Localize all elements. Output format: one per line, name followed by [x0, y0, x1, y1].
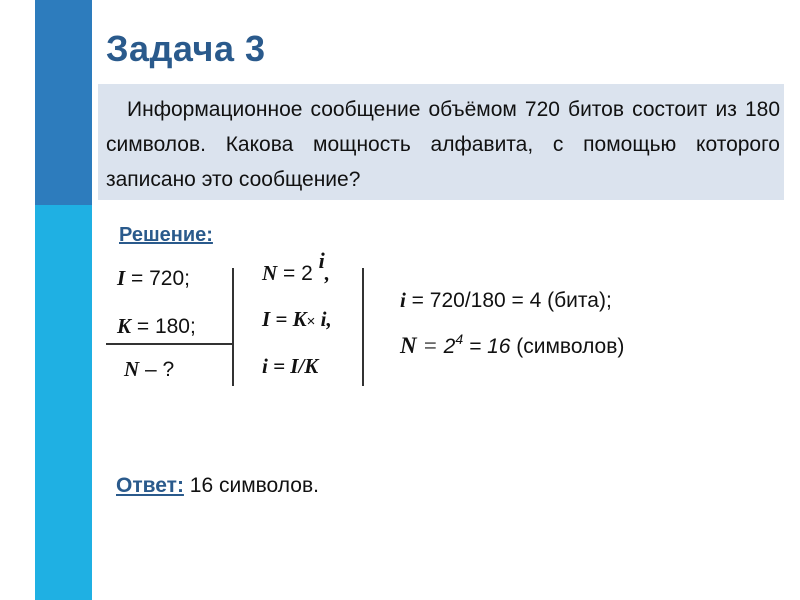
result-2-val: = 16 [463, 335, 511, 358]
problem-box [98, 84, 784, 200]
divider-right [362, 268, 364, 386]
given-n-var: N [124, 357, 140, 381]
slide-title: Задача 3 [106, 28, 266, 69]
given-i [117, 266, 190, 291]
result-2-var: N [400, 333, 417, 358]
given-i-var: I [117, 266, 126, 290]
formula-2-times: × [306, 313, 316, 330]
given-k-var: K [117, 314, 132, 338]
given-k-val: = 180; [131, 315, 196, 338]
formula-1-var: N [262, 261, 278, 285]
given-n [124, 357, 174, 382]
sidebar-accent-light [35, 205, 92, 600]
given-divider [106, 343, 232, 345]
result-1-text: = 720/180 = 4 (бита); [405, 289, 612, 312]
formula-2-end: i, [315, 307, 332, 331]
formula-1-mid: = 2 [277, 262, 319, 285]
result-2-exp: 4 [455, 331, 464, 347]
formula-3-main: i = I/K [262, 354, 319, 378]
formula-1-exp: i [318, 248, 325, 273]
answer-text: 16 символов. [183, 474, 319, 497]
divider-left [232, 268, 234, 386]
answer-label: Ответ: [116, 474, 184, 497]
result-1-var: i [400, 288, 406, 312]
result-2 [400, 333, 624, 359]
given-i-val: = 720; [125, 267, 190, 290]
answer-line [116, 474, 319, 498]
formula-1-end: , [324, 261, 330, 285]
solution-label: Решение: [119, 224, 213, 246]
problem-text: Информационное сообщение объёмом 720 битов состоит из 180 символов. Какова мощность алфавита, с помощью которого записано это сообщение? [106, 98, 780, 191]
given-n-val: – ? [139, 358, 175, 381]
formula-2-main: I = K [262, 307, 307, 331]
sidebar-accent-dark [35, 0, 92, 205]
given-k [117, 314, 196, 339]
result-2-unit: (символов) [510, 335, 625, 358]
result-1 [400, 288, 612, 313]
result-2-base: 2 [443, 335, 456, 358]
formula-1 [262, 248, 330, 286]
result-2-eq: = [416, 333, 444, 358]
formula-2 [262, 307, 332, 332]
formula-3 [262, 354, 318, 379]
